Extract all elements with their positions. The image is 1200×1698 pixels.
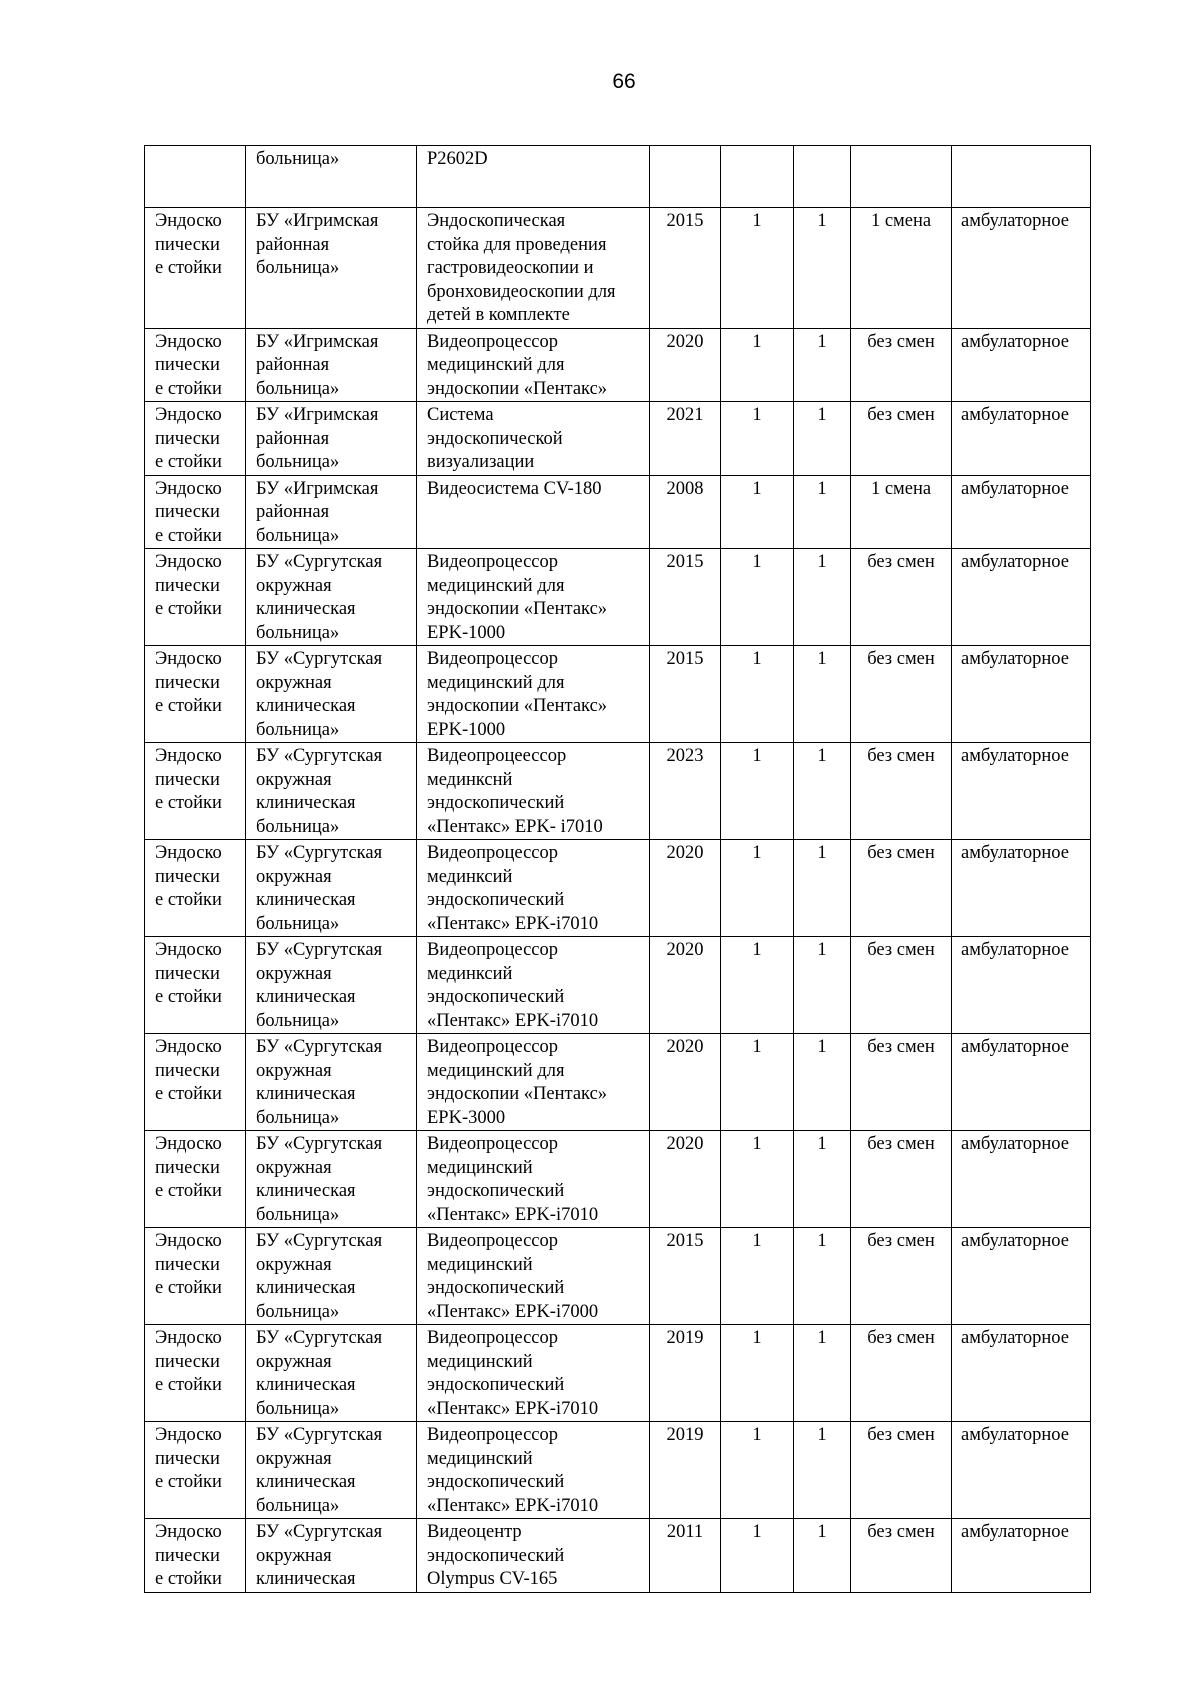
cell-quantity: 1 — [721, 1422, 794, 1519]
table-row — [145, 328, 1091, 402]
table-row — [145, 475, 1091, 549]
cell-shift: без смен — [851, 1519, 952, 1593]
cell-mode: амбулаторное — [952, 743, 1091, 840]
cell-organization: БУ «Сургутская окружная клиническая больница» — [246, 1034, 417, 1131]
cell-device-name: Видеосистема CV-180 — [417, 475, 650, 549]
cell-quantity: 1 — [721, 328, 794, 402]
cell-year: 2021 — [650, 402, 721, 476]
cell-organization: БУ «Игримская районная больница» — [246, 402, 417, 476]
cell-mode: амбулаторное — [952, 646, 1091, 743]
cell-device-name: P2602D — [417, 146, 650, 208]
cell-organization: БУ «Сургутская окружная клиническая больница» — [246, 937, 417, 1034]
cell-device-name: Видеопроцессор мединксий эндоскопический «Пентакс» EPK-i7010 — [417, 937, 650, 1034]
cell-mode: амбулаторное — [952, 1519, 1091, 1593]
cell-count: 1 — [794, 937, 851, 1034]
cell-equipment-type: Эндоско пически е стойки — [145, 1034, 246, 1131]
cell-device-name: Видеопроцессор медицинский для эндоскопии «Пентакс» — [417, 328, 650, 402]
cell-device-name: Видеопроцеессор мединкснй эндоскопический «Пентакс» EPK- i7010 — [417, 743, 650, 840]
cell-shift: без смен — [851, 1131, 952, 1228]
table-row — [145, 1519, 1091, 1593]
cell-count: 1 — [794, 1228, 851, 1325]
cell-year: 2020 — [650, 840, 721, 937]
table-row — [145, 208, 1091, 329]
cell-year: 2015 — [650, 549, 721, 646]
cell-device-name: Видеопроцессор медицинский эндоскопический «Пентакс» EPK-i7000 — [417, 1228, 650, 1325]
cell-shift: без смен — [851, 328, 952, 402]
cell-shift: без смен — [851, 1325, 952, 1422]
cell-quantity: 1 — [721, 475, 794, 549]
cell-count: 1 — [794, 743, 851, 840]
cell-equipment-type: Эндоско пически е стойки — [145, 1131, 246, 1228]
cell-year: 2020 — [650, 937, 721, 1034]
table-row — [145, 1422, 1091, 1519]
cell-mode: амбулаторное — [952, 328, 1091, 402]
cell-device-name: Видеоцентр эндоскопический Olympus CV-165 — [417, 1519, 650, 1593]
cell-year: 2008 — [650, 475, 721, 549]
cell-count: 1 — [794, 1325, 851, 1422]
cell-quantity — [721, 146, 794, 208]
page-number: 66 — [612, 70, 636, 93]
cell-year: 2023 — [650, 743, 721, 840]
cell-mode: амбулаторное — [952, 475, 1091, 549]
cell-equipment-type: Эндоско пически е стойки — [145, 208, 246, 329]
cell-year: 2015 — [650, 646, 721, 743]
cell-device-name: Эндоскопическая стойка для проведения гастровидеоскопии и бронховидеоскопии для детей в комплекте — [417, 208, 650, 329]
cell-count: 1 — [794, 1422, 851, 1519]
cell-count: 1 — [794, 208, 851, 329]
cell-quantity: 1 — [721, 743, 794, 840]
cell-quantity: 1 — [721, 1034, 794, 1131]
cell-quantity: 1 — [721, 549, 794, 646]
cell-equipment-type: Эндоско пически е стойки — [145, 1325, 246, 1422]
cell-shift: без смен — [851, 937, 952, 1034]
cell-count: 1 — [794, 402, 851, 476]
cell-count: 1 — [794, 1131, 851, 1228]
cell-shift: без смен — [851, 646, 952, 743]
cell-mode: амбулаторное — [952, 840, 1091, 937]
cell-equipment-type: Эндоско пически е стойки — [145, 549, 246, 646]
cell-shift: 1 смена — [851, 475, 952, 549]
cell-shift: без смен — [851, 743, 952, 840]
cell-equipment-type: Эндоско пически е стойки — [145, 328, 246, 402]
cell-count: 1 — [794, 1034, 851, 1131]
equipment-table — [144, 145, 1091, 1593]
cell-mode — [952, 146, 1091, 208]
cell-mode: амбулаторное — [952, 208, 1091, 329]
table-row — [145, 1131, 1091, 1228]
cell-quantity: 1 — [721, 208, 794, 329]
cell-shift: 1 смена — [851, 208, 952, 329]
cell-year: 2020 — [650, 1034, 721, 1131]
cell-mode: амбулаторное — [952, 402, 1091, 476]
cell-equipment-type: Эндоско пически е стойки — [145, 1228, 246, 1325]
cell-organization: больница» — [246, 146, 417, 208]
cell-organization: БУ «Сургутская окружная клиническая — [246, 1519, 417, 1593]
table-row — [145, 1228, 1091, 1325]
cell-equipment-type: Эндоско пически е стойки — [145, 937, 246, 1034]
cell-shift: без смен — [851, 1034, 952, 1131]
cell-mode: амбулаторное — [952, 937, 1091, 1034]
cell-equipment-type: Эндоско пически е стойки — [145, 475, 246, 549]
cell-year: 2015 — [650, 208, 721, 329]
cell-organization: БУ «Сургутская окружная клиническая больница» — [246, 743, 417, 840]
cell-device-name: Видеопроцессор медицинский эндоскопический «Пентакс» EPK-i7010 — [417, 1131, 650, 1228]
cell-equipment-type — [145, 146, 246, 208]
cell-quantity: 1 — [721, 1131, 794, 1228]
table-row — [145, 402, 1091, 476]
cell-shift: без смен — [851, 402, 952, 476]
cell-equipment-type: Эндоско пически е стойки — [145, 402, 246, 476]
table-row — [145, 1034, 1091, 1131]
cell-quantity: 1 — [721, 646, 794, 743]
cell-shift: без смен — [851, 1422, 952, 1519]
cell-equipment-type: Эндоско пически е стойки — [145, 1422, 246, 1519]
cell-organization: БУ «Игримская районная больница» — [246, 328, 417, 402]
cell-device-name: Видеопроцессор медицинский эндоскопический «Пентакс» EPK-i7010 — [417, 1422, 650, 1519]
cell-organization: БУ «Игримская районная больница» — [246, 208, 417, 329]
cell-year: 2020 — [650, 1131, 721, 1228]
cell-organization: БУ «Сургутская окружная клиническая больница» — [246, 840, 417, 937]
cell-mode: амбулаторное — [952, 1422, 1091, 1519]
cell-device-name: Видеопроцессор медицинский для эндоскопии «Пентакс» EPK-1000 — [417, 549, 650, 646]
table-row — [145, 1325, 1091, 1422]
cell-device-name: Система эндоскопической визуализации — [417, 402, 650, 476]
cell-equipment-type: Эндоско пически е стойки — [145, 1519, 246, 1593]
cell-count — [794, 146, 851, 208]
table-row — [145, 646, 1091, 743]
cell-equipment-type: Эндоско пически е стойки — [145, 840, 246, 937]
cell-quantity: 1 — [721, 840, 794, 937]
cell-year: 2019 — [650, 1422, 721, 1519]
cell-year: 2019 — [650, 1325, 721, 1422]
cell-organization: БУ «Сургутская окружная клиническая больница» — [246, 1325, 417, 1422]
cell-device-name: Видеопроцессор медицинский для эндоскопии «Пентакс» EPK-1000 — [417, 646, 650, 743]
cell-shift — [851, 146, 952, 208]
cell-count: 1 — [794, 840, 851, 937]
cell-year — [650, 146, 721, 208]
cell-count: 1 — [794, 646, 851, 743]
cell-year: 2015 — [650, 1228, 721, 1325]
cell-device-name: Видеопроцессор мединксий эндоскопический «Пентакс» EPK-i7010 — [417, 840, 650, 937]
table-row — [145, 840, 1091, 937]
cell-mode: амбулаторное — [952, 1325, 1091, 1422]
cell-mode: амбулаторное — [952, 1228, 1091, 1325]
cell-quantity: 1 — [721, 402, 794, 476]
cell-organization: БУ «Сургутская окружная клиническая больница» — [246, 549, 417, 646]
cell-equipment-type: Эндоско пически е стойки — [145, 743, 246, 840]
cell-organization: БУ «Игримская районная больница» — [246, 475, 417, 549]
table-row — [145, 743, 1091, 840]
cell-organization: БУ «Сургутская окружная клиническая больница» — [246, 646, 417, 743]
cell-count: 1 — [794, 549, 851, 646]
cell-mode: амбулаторное — [952, 549, 1091, 646]
cell-organization: БУ «Сургутская окружная клиническая больница» — [246, 1422, 417, 1519]
cell-count: 1 — [794, 328, 851, 402]
table-row — [145, 146, 1091, 208]
cell-quantity: 1 — [721, 1228, 794, 1325]
cell-device-name: Видеопроцессор медицинский эндоскопический «Пентакс» EPK-i7010 — [417, 1325, 650, 1422]
cell-shift: без смен — [851, 1228, 952, 1325]
cell-shift: без смен — [851, 840, 952, 937]
cell-quantity: 1 — [721, 1519, 794, 1593]
cell-year: 2020 — [650, 328, 721, 402]
cell-shift: без смен — [851, 549, 952, 646]
cell-mode: амбулаторное — [952, 1034, 1091, 1131]
cell-count: 1 — [794, 475, 851, 549]
cell-quantity: 1 — [721, 1325, 794, 1422]
cell-mode: амбулаторное — [952, 1131, 1091, 1228]
table-row — [145, 937, 1091, 1034]
cell-year: 2011 — [650, 1519, 721, 1593]
cell-quantity: 1 — [721, 937, 794, 1034]
cell-count: 1 — [794, 1519, 851, 1593]
cell-organization: БУ «Сургутская окружная клиническая больница» — [246, 1228, 417, 1325]
cell-organization: БУ «Сургутская окружная клиническая больница» — [246, 1131, 417, 1228]
cell-device-name: Видеопроцессор медицинский для эндоскопии «Пентакс» EPK-3000 — [417, 1034, 650, 1131]
table-row — [145, 549, 1091, 646]
cell-equipment-type: Эндоско пически е стойки — [145, 646, 246, 743]
